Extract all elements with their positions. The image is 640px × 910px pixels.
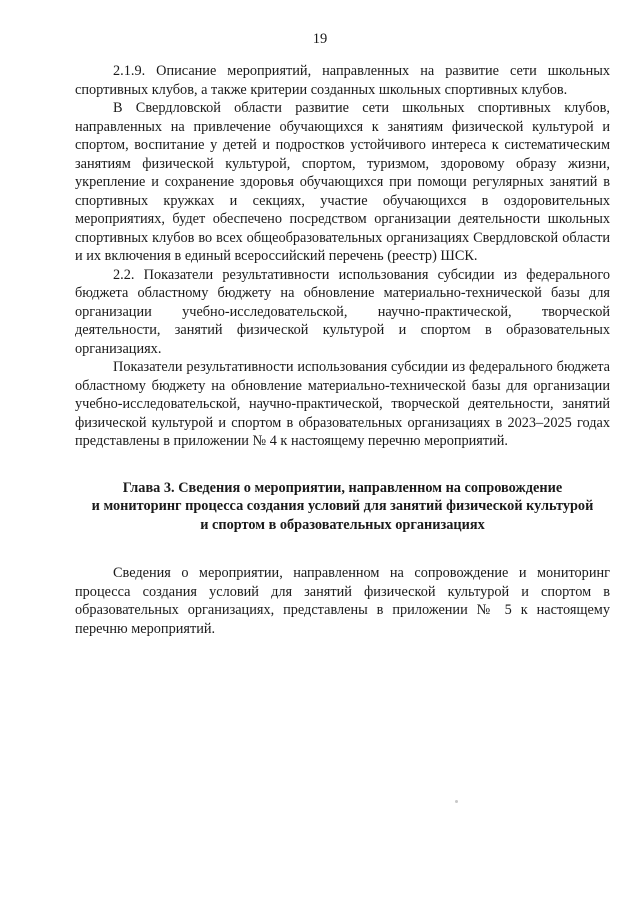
document-body — [75, 62, 610, 638]
paragraph-2-1-9: 2.1.9. Описание мероприятий, направленных на развитие сети школьных спортивных клубов, а также критерии созданных школьных спортивных клубов. — [75, 63, 610, 98]
paragraph-2-2: 2.2. Показатели результативности использования субсидии из федерального бюджета областному бюджету на обновление материально-технической базы для организации учебно-исследовательской, научно-практической, творческой деятельности, занятий физической культурой и спортом в образовательных организациях. — [75, 266, 610, 357]
chapter-heading-line: Глава 3. Сведения о мероприятии, направленном на сопровождение — [122, 479, 563, 496]
paragraph-sport-clubs: В Свердловской области развитие сети школьных спортивных клубов, направленных на привлечение обучающихся к занятиям физической культурой и спортом, воспитание у детей и подростков устойчивого интереса к систематическим занятиям физической культурой, спортом, туризмом, здоровому образу жизни, укрепление и сохранение здоровья обучающихся при помощи регулярных занятий в спортивных кружках и секциях, участие обучающихся в оздоровительных мероприятиях, будет обеспечено посредством организации деятельности школьных спортивных клубов во всех общеобразовательных организациях Свердловской области и их включения в единый всероссийский перечень (реестр) ШСК. — [75, 100, 610, 264]
paragraph-chapter-3-info: Сведения о мероприятии, направленном на сопровождение и мониторинг процесса создания условий для занятий физической культурой и спортом в образовательных организациях, представлены в приложении № 5 к настоящему перечню мероприятий. — [75, 565, 610, 637]
chapter-3-heading — [75, 479, 610, 535]
page-number: 19 — [312, 31, 328, 47]
chapter-heading-line: и мониторинг процесса создания условий для занятий физической культурой — [91, 498, 594, 514]
scan-speck — [455, 800, 458, 803]
chapter-heading-line: и спортом в образовательных организациях — [200, 516, 485, 533]
paragraph-indicators: Показатели результативности использования субсидии из федерального бюджета областному бюджету на обновление материально-технической базы для организации учебно-исследовательской, научно-практической, творческой деятельности, занятий физической культурой и спортом в образовательных организациях в 2023–2025 годах представлены в приложении № 4 к настоящему перечню мероприятий. — [75, 359, 610, 449]
